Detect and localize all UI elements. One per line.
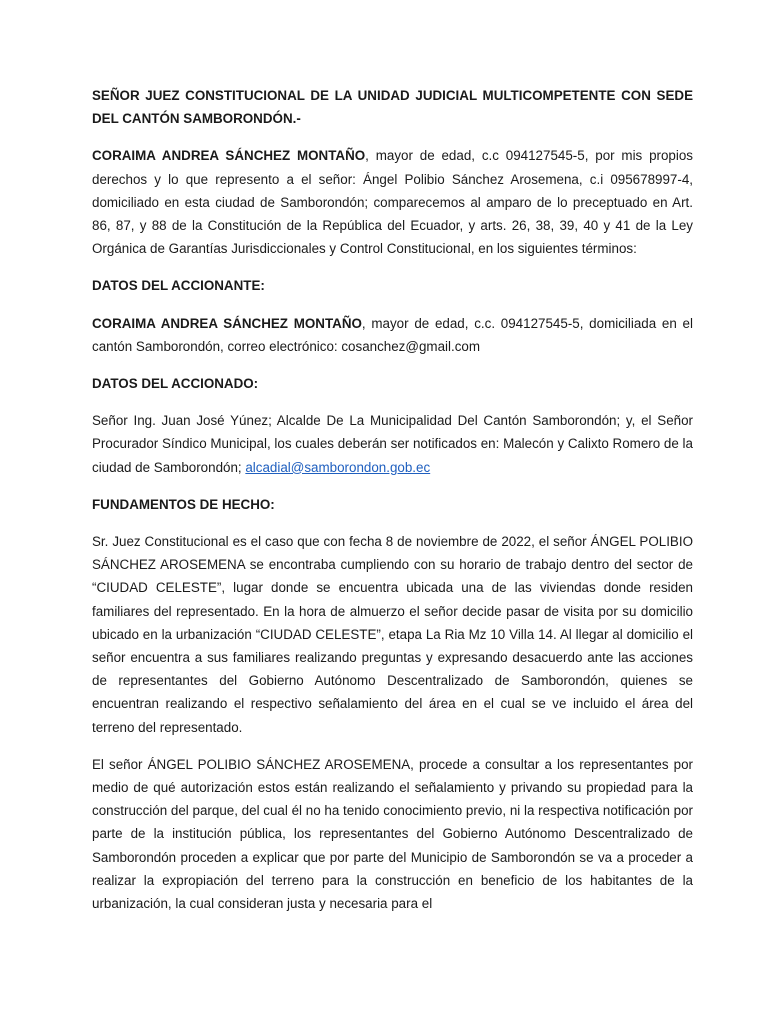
hechos-paragraph-1: Sr. Juez Constitucional es el caso que con fecha 8 de noviembre de 2022, el señor ÁNGEL POLIBIO SÁNCHEZ AROSEMENA se encontraba cumpliendo con su horario de trabajo dentro del sector de “CIUDAD CELESTE”, lugar donde se encuentra ubicada una de las viviendas donde residen familiares del representado. En la hora de almuerzo el señor decide pasar de visita por su domicilio ubicado en la urbanización “CIUDAD CELESTE”, etapa La Ria Mz 10 Villa 14. Al llegar al domicilio el señor encuentra a sus familiares realizando preguntas y expresando desacuerdo ante las acciones de representantes del Gobierno Autónomo Descentralizado de Samborondón, quienes se encuentran realizando el respectivo señalamiento del área en el cual se ve incluido el área del terreno del representado. (92, 534, 693, 735)
accionado-text: Señor Ing. Juan José Yúnez; Alcalde De La Municipalidad Del Cantón Samborondón; y, el Señor Procurador Síndico Municipal, los cuales deberán ser notificados en: Malecón y Calixto Romero de la ciudad de Samborondón; (92, 413, 693, 475)
accionado-paragraph (92, 409, 693, 479)
intro-text: , mayor de edad, c.c 094127545-5, por mis propios derechos y lo que represento a el señor: Ángel Polibio Sánchez Arosemena, c.i 095678997-4, domiciliado en esta ciudad de Samborondón; comparecemos al amparo de lo preceptuado en Art. 86, 87, y 88 de la Constitución de la República del Ecuador, y arts. 26, 38, 39, 40 y 41 de la Ley Orgánica de Garantías Jurisdiccionales y Control Constitucional, en los siguientes términos: (92, 148, 693, 257)
accionante-name: CORAIMA ANDREA SÁNCHEZ MONTAÑO (92, 315, 362, 331)
accionante-paragraph (92, 312, 693, 358)
hechos-paragraph-2: El señor ÁNGEL POLIBIO SÁNCHEZ AROSEMENA, procede a consultar a los representantes por medio de qué autorización estos están realizando el señalamiento y privando su propiedad para la construcción del parque, del cual él no ha tenido conocimiento previo, ni la respectiva notificación por parte de la institución pública, los representantes del Gobierno Autónomo Descentralizado de Samborondón proceden a explicar que por parte del Municipio de Samborondón se va a proceder a realizar la expropiación del terreno para la construcción en beneficio de los habitantes de la urbanización, la cual consideran justa y necesaria para el (92, 756, 693, 912)
accionado-email-link[interactable]: alcadial@samborondon.gob.ec (245, 459, 431, 475)
accionado-heading: DATOS DEL ACCIONADO: (92, 376, 259, 392)
document-title: SEÑOR JUEZ CONSTITUCIONAL DE LA UNIDAD JUDICIAL MULTICOMPETENTE CON SEDE DEL CANTÓN SAMBORONDÓN.- (92, 88, 693, 127)
hechos-heading: FUNDAMENTOS DE HECHO: (92, 496, 275, 512)
accionante-text: , mayor de edad, c.c. 094127545-5, domiciliada en el cantón Samborondón, correo electrónico: cosanchez@gmail.com (92, 315, 693, 354)
document-page (92, 84, 693, 915)
accionante-heading: DATOS DEL ACCIONANTE: (92, 278, 265, 294)
petitioner-name: CORAIMA ANDREA SÁNCHEZ MONTAÑO (92, 148, 366, 164)
intro-paragraph (92, 144, 693, 260)
